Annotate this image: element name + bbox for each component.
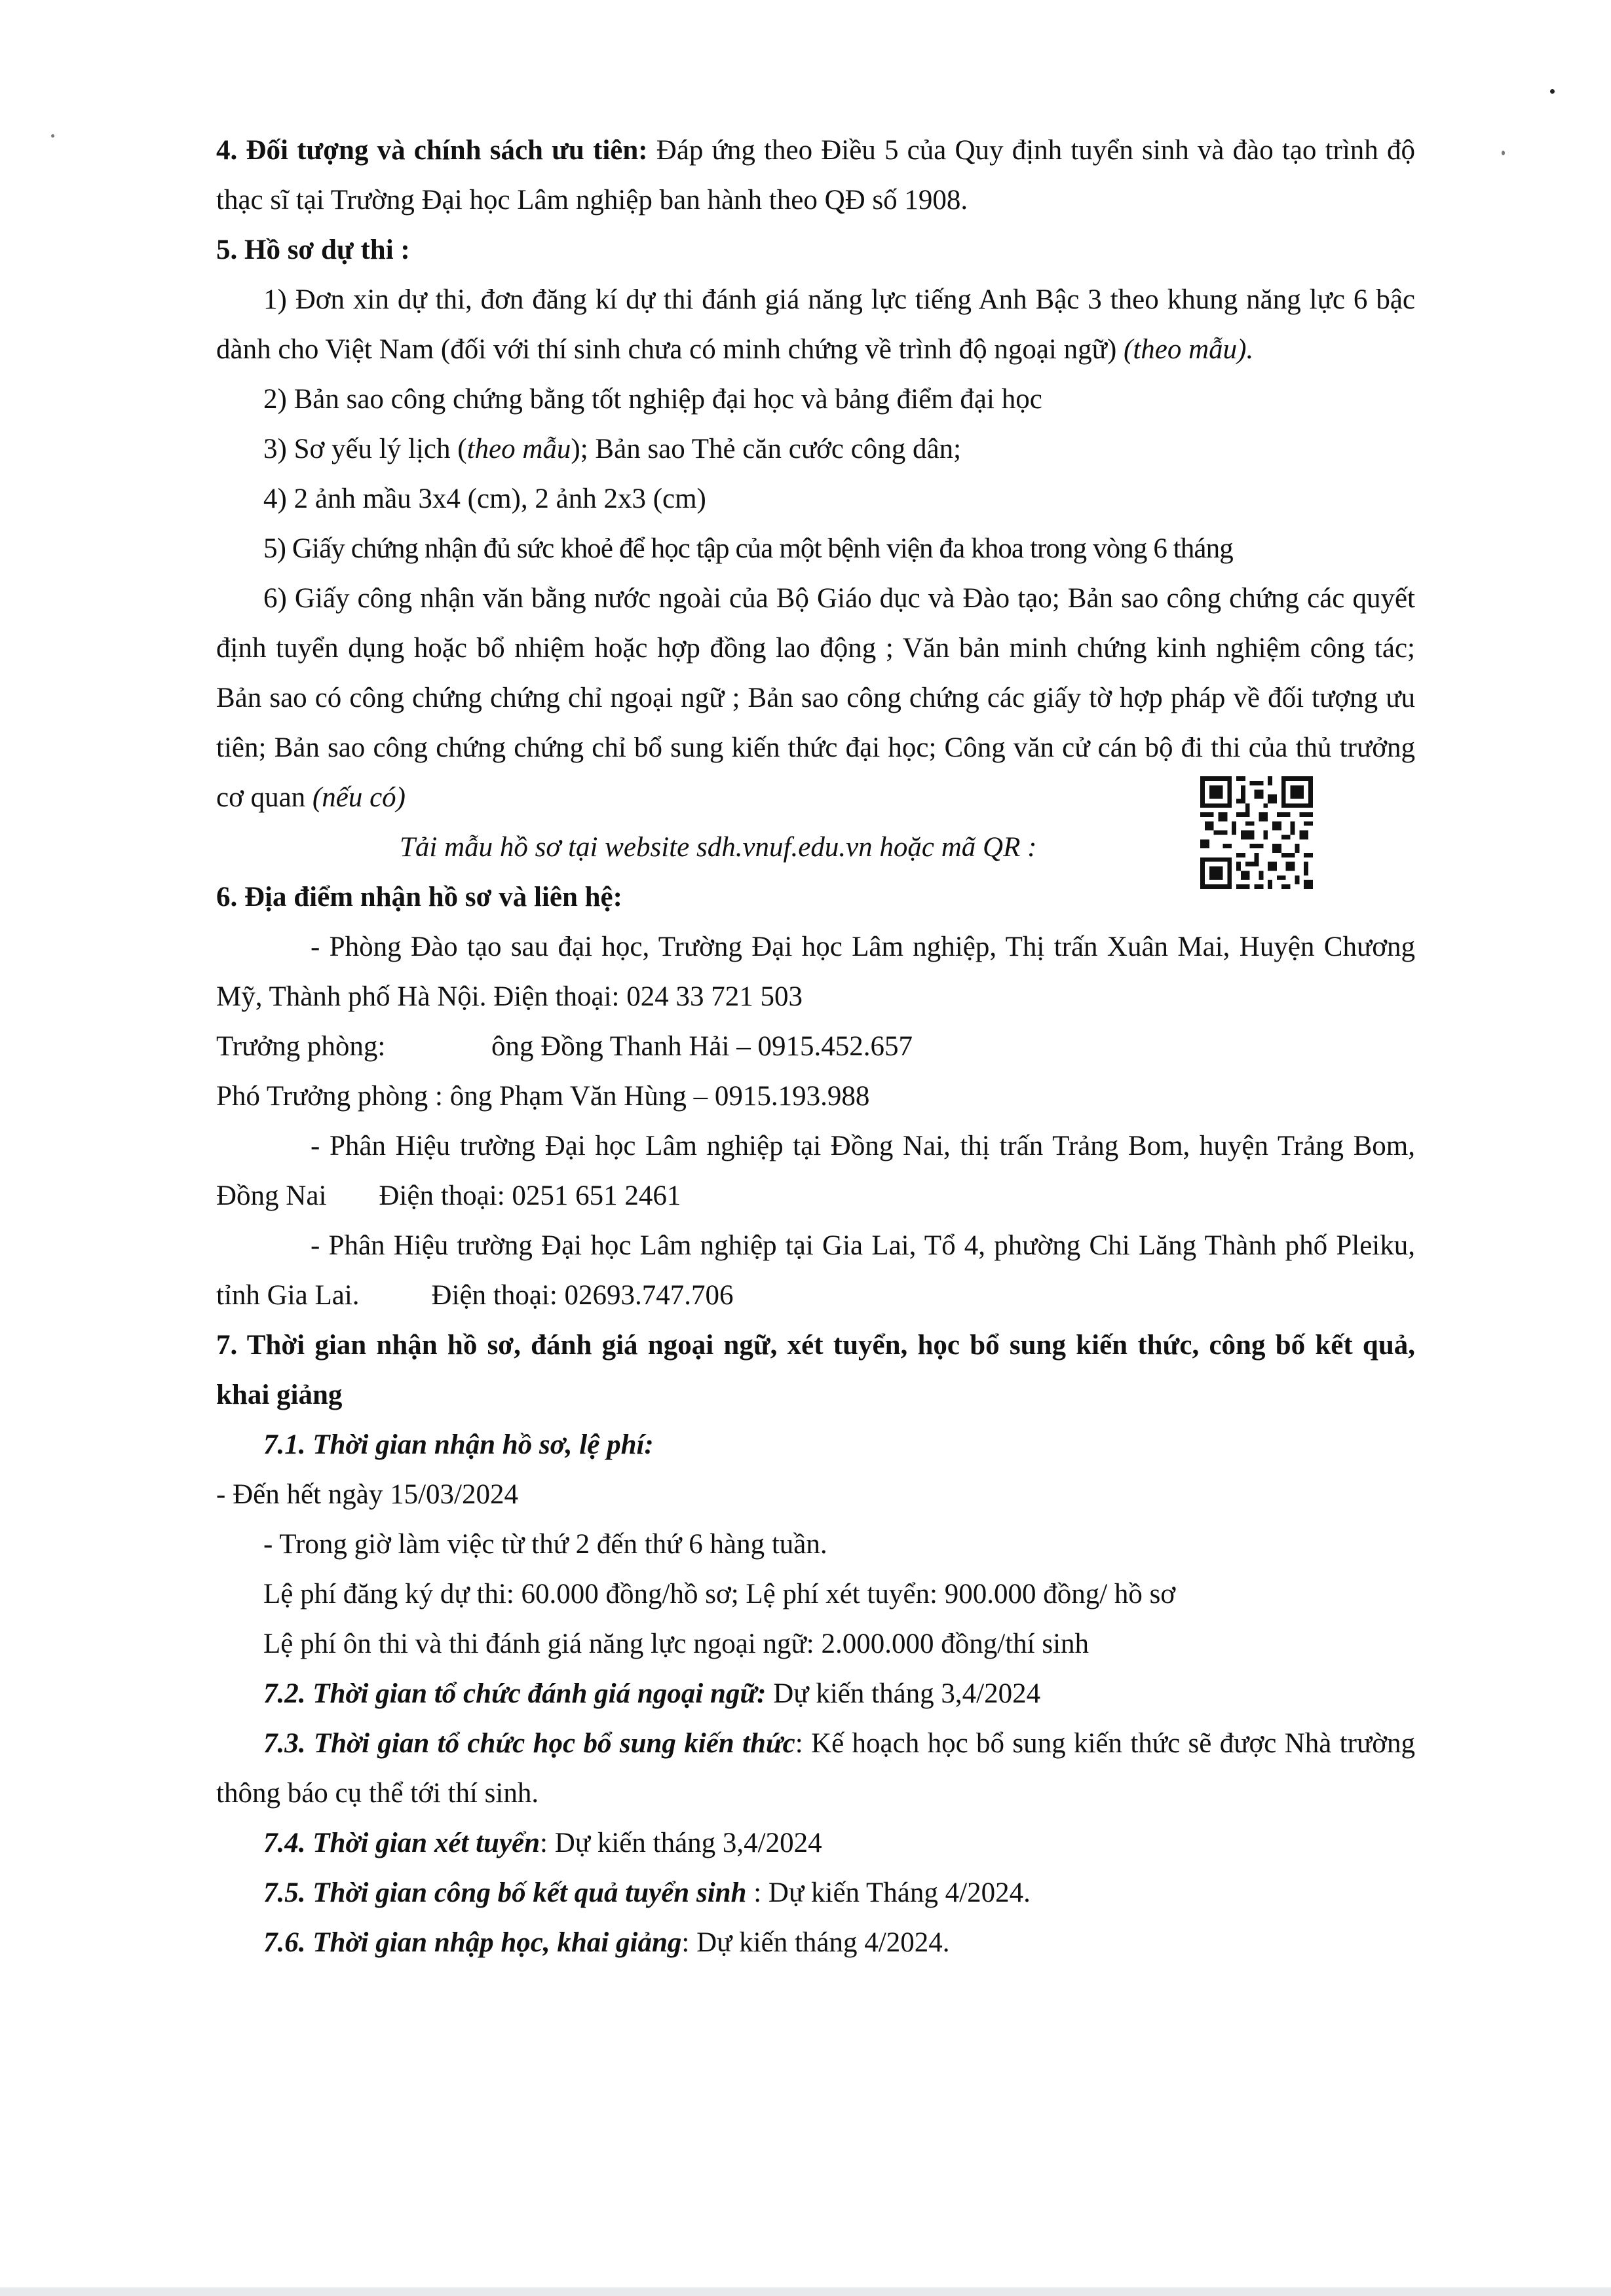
head-value: ông Đồng Thanh Hải – 0915.452.657 [491,1031,913,1062]
s76-label: 7.6. Thời gian nhập học, khai giảng [263,1927,682,1958]
section-7-1-fee-1: Lệ phí đăng ký dự thi: 60.000 đồng/hồ sơ; Lệ phí xét tuyển: 900.000 đồng/ hồ sơ [263,1579,1176,1609]
section-6-heading: 6. Địa điểm nhận hồ sơ và liên hệ: [216,882,622,913]
scan-edge [0,2287,1611,2296]
head-label: Trưởng phòng: [216,1031,386,1062]
s73-label: 7.3. Thời gian tổ chức học bổ sung kiến thức [263,1728,795,1759]
branch-gialai-phone: Điện thoại: 02693.747.706 [431,1280,734,1311]
document-body [216,126,1415,1968]
section-5-heading: 5. Hồ sơ dự thi : [216,235,410,265]
section-7-1-fee-2: Lệ phí ôn thi và thi đánh giá năng lực ngoại ngữ: 2.000.000 đồng/thí sinh [263,1628,1090,1659]
section-4-heading: 4. Đối tượng và chính sách ưu tiên: [216,135,648,166]
item-1-italic: (theo mẫu). [1124,334,1254,365]
deputy-value: ông Phạm Văn Hùng – 0915.193.988 [449,1081,870,1112]
section-5-item-3 [216,424,1415,474]
contact-deputy [216,1072,1415,1121]
branch-dongnai-phone: Điện thoại: 0251 651 2461 [379,1180,681,1211]
section-5-item-1 [216,275,1415,375]
section-7-1-hours: - Trong giờ làm việc từ thứ 2 đến thứ 6 hàng tuần. [263,1529,827,1560]
item-3-text-a: 3) Sơ yếu lý lịch ( [263,434,467,464]
s72-label: 7.2. Thời gian tổ chức đánh giá ngoại ngữ: [263,1678,767,1709]
section-7-heading: 7. Thời gian nhận hồ sơ, đánh giá ngoại ngữ, xét tuyển, học bổ sung kiến thức, công bố kết quả, khai giảng [216,1330,1415,1410]
section-4-text: Đáp ứng theo Điều 5 của Quy định tuyển sinh và đào tạo trình độ thạc sĩ tại Trường Đại học Lâm nghiệp ban hành theo QĐ số 1908. [216,135,1415,216]
section-7-2 [216,1669,1415,1719]
contact-branch-dongnai [216,1121,1415,1221]
item-6-text: 6) Giấy công nhận văn bằng nước ngoài của Bộ Giáo dục và Đào tạo; Bản sao công chứng các quyết định tuyển dụng hoặc bổ nhiệm hoặc hợp đồng lao động ; Văn bản minh chứng kinh nghiệm công tác; Bản sao có công chứng chứng chỉ ngoại ngữ ; Bản sao công chứng các giấy tờ hợp pháp về đối tượng ưu tiên; Bản sao công chứng chứng chỉ bổ sung kiến thức đại học; Công văn cử cán bộ đi thi của thủ trưởng cơ quan [216,583,1415,813]
branch-dongnai-address: - Phân Hiệu trường Đại học Lâm nghiệp tại Đồng Nai, thị trấn Trảng Bom, huyện Trảng Bom, Đồng Nai [216,1131,1415,1211]
section-7-3 [216,1719,1415,1818]
section-7-5 [216,1868,1415,1918]
scan-speck [1550,89,1555,94]
s72-value: Dự kiến tháng 3,4/2024 [766,1678,1041,1709]
section-5-item-2: 2) Bản sao công chứng bằng tốt nghiệp đại học và bảng điểm đại học [263,384,1042,415]
item-6-italic: (nếu có) [312,782,406,813]
section-7-1-deadline: - Đến hết ngày 15/03/2024 [216,1479,518,1510]
branch-gialai-address: - Phân Hiệu trường Đại học Lâm nghiệp tại Gia Lai, Tổ 4, phường Chi Lăng Thành phố Pleiku, tỉnh Gia Lai. [216,1230,1415,1311]
scan-speck [1502,151,1505,155]
contact-branch-gialai [216,1221,1415,1321]
s74-value: : Dự kiến tháng 3,4/2024 [540,1828,822,1858]
section-7-1-heading: 7.1. Thời gian nhận hồ sơ, lệ phí: [263,1429,654,1460]
s75-value: : Dự kiến Tháng 4/2024. [746,1877,1031,1908]
section-4 [216,126,1415,225]
contact-office: - Phòng Đào tạo sau đại học, Trường Đại học Lâm nghiệp, Thị trấn Xuân Mai, Huyện Chương Mỹ, Thành phố Hà Nội. Điện thoại: 024 33 721 503 [216,932,1415,1012]
download-note: Tải mẫu hồ sơ tại website sdh.vnuf.edu.vn hoặc mã QR : [400,832,1037,863]
s76-value: : Dự kiến tháng 4/2024. [681,1927,950,1958]
section-5-item-5: 5) Giấy chứng nhận đủ sức khoẻ để học tập của một bệnh viện đa khoa trong vòng 6 tháng [263,533,1233,564]
item-3-text-b: ); Bản sao Thẻ căn cước công dân; [571,434,962,464]
deputy-label: Phó Trưởng phòng : [216,1081,443,1112]
section-7-4 [216,1818,1415,1868]
s75-label: 7.5. Thời gian công bố kết quả tuyển sinh [263,1877,747,1908]
qr-code-icon[interactable] [1200,776,1313,889]
section-7-6 [216,1918,1415,1968]
section-5-item-4: 4) 2 ảnh mầu 3x4 (cm), 2 ảnh 2x3 (cm) [263,483,706,514]
item-1-text: 1) Đơn xin dự thi, đơn đăng kí dự thi đánh giá năng lực tiếng Anh Bậc 3 theo khung năng lực 6 bậc dành cho Việt Nam (đối với thí sinh chưa có minh chứng về trình độ ngoại ngữ) [216,284,1415,365]
s73-value: : Kế hoạch học bổ sung kiến thức sẽ được Nhà trường thông báo cụ thể tới thí sinh. [216,1728,1415,1809]
scan-speck [51,134,54,138]
s74-label: 7.4. Thời gian xét tuyển [263,1828,540,1858]
contact-head [216,1022,1415,1072]
item-3-italic: theo mẫu [466,434,571,464]
